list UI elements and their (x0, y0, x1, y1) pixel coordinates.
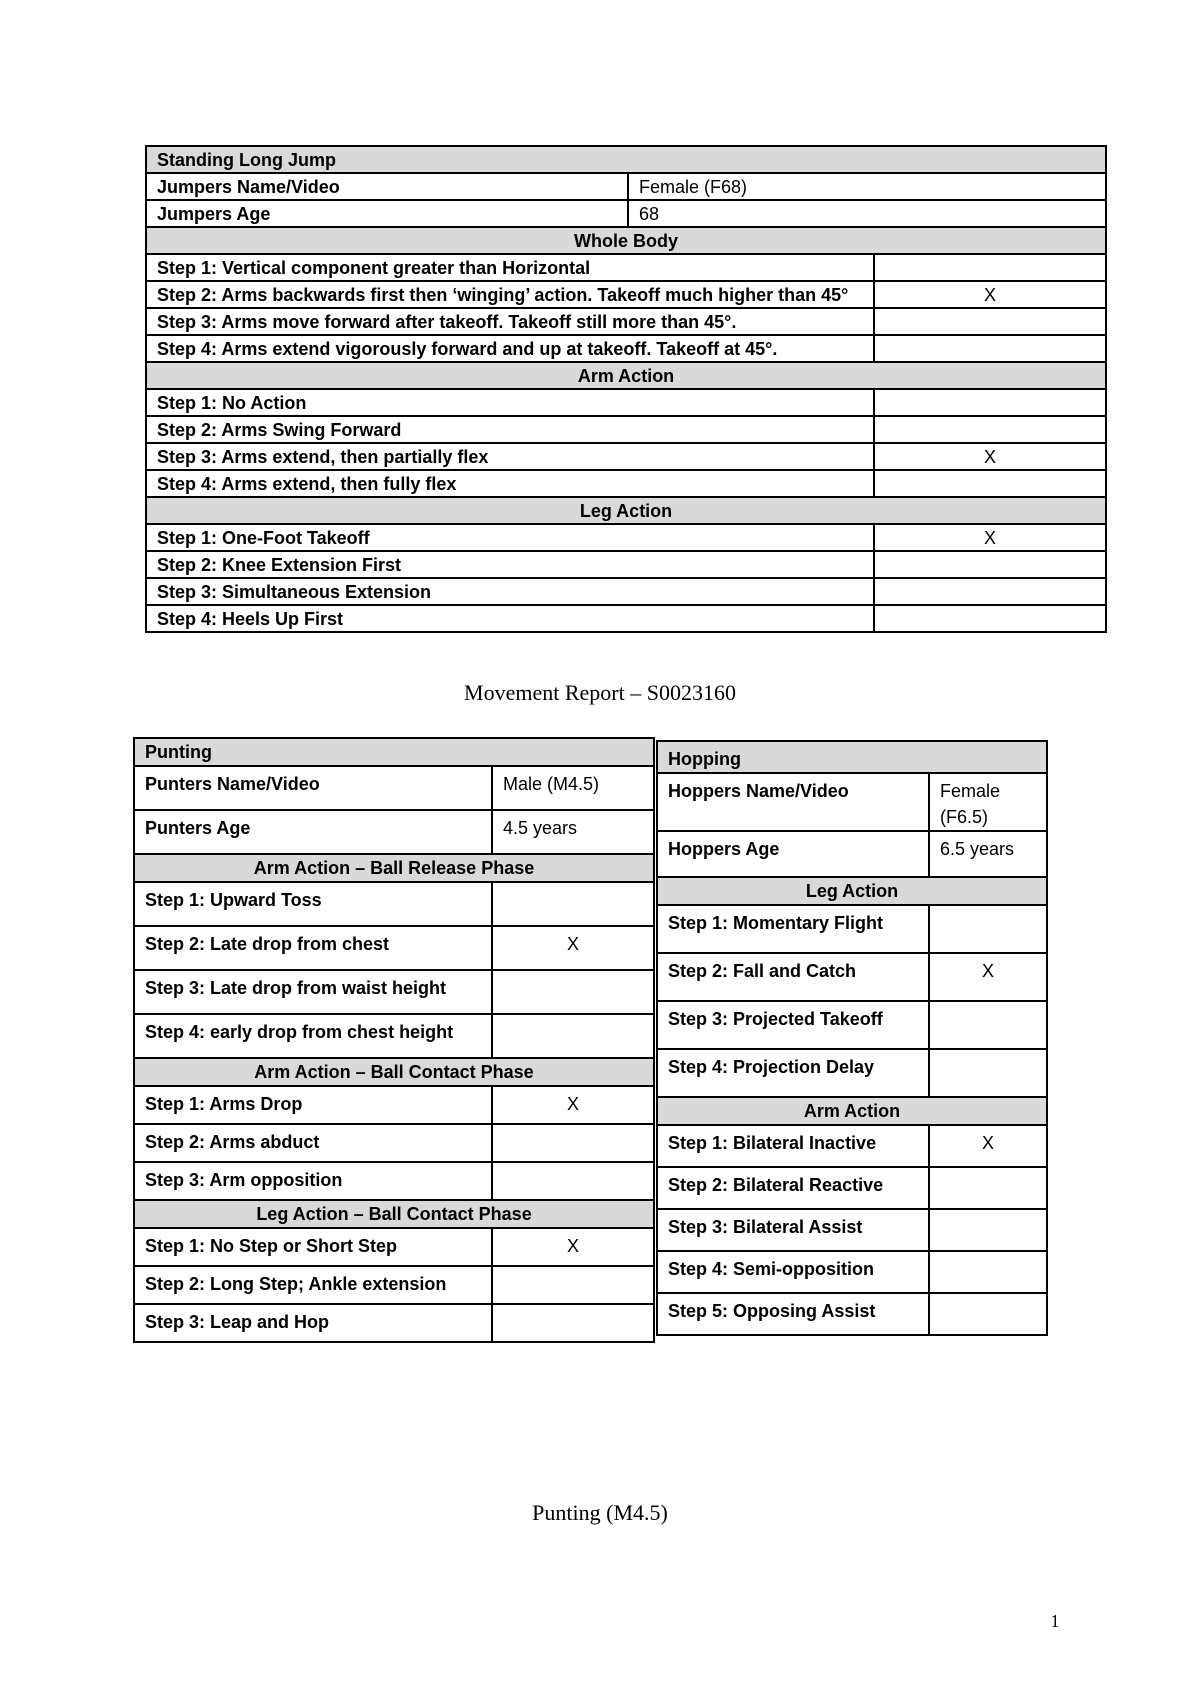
slj-step-mark (874, 389, 1106, 416)
hopping-table (656, 740, 1048, 1336)
hopping-step-row (657, 1209, 1047, 1251)
punting-step-row (134, 882, 654, 926)
punting-step-label: Step 3: Leap and Hop (134, 1304, 492, 1342)
hopping-name-label: Hoppers Name/Video (657, 773, 929, 831)
hopping-step-label: Step 1: Momentary Flight (657, 905, 929, 953)
hopping-step-mark (929, 1209, 1047, 1251)
slj-title: Standing Long Jump (146, 146, 1106, 173)
punting-step-label: Step 4: early drop from chest height (134, 1014, 492, 1058)
hopping-title: Hopping (657, 741, 1047, 773)
hopping-section-header: Leg Action (657, 877, 1047, 905)
slj-step-label: Step 4: Heels Up First (146, 605, 874, 632)
hopping-step-row (657, 1251, 1047, 1293)
punting-step-label: Step 1: Arms Drop (134, 1086, 492, 1124)
hopping-step-label: Step 2: Fall and Catch (657, 953, 929, 1001)
hopping-name-value: Female (F6.5) (929, 773, 1047, 831)
hopping-age-value: 6.5 years (929, 831, 1047, 877)
punting-section-header: Leg Action – Ball Contact Phase (134, 1200, 654, 1228)
slj-name-value: Female (F68) (628, 173, 1106, 200)
standing-long-jump-table (145, 145, 1107, 633)
slj-step-label: Step 4: Arms extend vigorously forward and up at takeoff. Takeoff at 45°. (146, 335, 874, 362)
hopping-step-mark: X (929, 1125, 1047, 1167)
hopping-step-mark (929, 1167, 1047, 1209)
hopping-step-mark: X (929, 953, 1047, 1001)
punting-step-row (134, 1124, 654, 1162)
hopping-step-mark (929, 1049, 1047, 1097)
slj-step-mark (874, 416, 1106, 443)
punting-section-header: Arm Action – Ball Contact Phase (134, 1058, 654, 1086)
punting-step-row (134, 1228, 654, 1266)
punting-table (133, 737, 655, 1343)
slj-step-row (146, 605, 1106, 632)
slj-step-row (146, 389, 1106, 416)
slj-age-label: Jumpers Age (146, 200, 628, 227)
punting-step-label: Step 3: Arm opposition (134, 1162, 492, 1200)
hopping-step-label: Step 4: Semi-opposition (657, 1251, 929, 1293)
punting-step-mark (492, 882, 654, 926)
slj-step-row (146, 254, 1106, 281)
report-caption: Movement Report – S0023160 (464, 680, 736, 705)
slj-step-mark (874, 578, 1106, 605)
punting-step-row (134, 1304, 654, 1342)
hopping-step-mark (929, 1293, 1047, 1335)
slj-step-label: Step 3: Arms move forward after takeoff. Takeoff still more than 45°. (146, 308, 874, 335)
punting-section-header: Arm Action – Ball Release Phase (134, 854, 654, 882)
slj-step-mark (874, 470, 1106, 497)
punting-age-value: 4.5 years (492, 810, 654, 854)
punting-step-mark (492, 970, 654, 1014)
slj-step-label: Step 2: Arms backwards first then ‘winging’ action. Takeoff much higher than 45° (146, 281, 874, 308)
slj-step-label: Step 1: No Action (146, 389, 874, 416)
hopping-step-row (657, 1049, 1047, 1097)
punting-step-row (134, 1014, 654, 1058)
slj-step-mark (874, 335, 1106, 362)
slj-step-mark (874, 605, 1106, 632)
hopping-step-mark (929, 1251, 1047, 1293)
slj-step-row (146, 335, 1106, 362)
slj-section-header: Leg Action (146, 497, 1106, 524)
slj-step-row (146, 524, 1106, 551)
punting-step-mark (492, 1162, 654, 1200)
slj-step-label: Step 1: One-Foot Takeoff (146, 524, 874, 551)
slj-step-row (146, 416, 1106, 443)
page-number: 1 (1050, 1611, 1060, 1631)
slj-step-label: Step 3: Arms extend, then partially flex (146, 443, 874, 470)
punting-step-mark: X (492, 1086, 654, 1124)
slj-step-row (146, 308, 1106, 335)
punting-step-row (134, 926, 654, 970)
punting-caption: Punting (M4.5) (532, 1500, 668, 1525)
hopping-step-label: Step 4: Projection Delay (657, 1049, 929, 1097)
punting-step-label: Step 3: Late drop from waist height (134, 970, 492, 1014)
hopping-step-label: Step 1: Bilateral Inactive (657, 1125, 929, 1167)
punting-title: Punting (134, 738, 654, 766)
punting-step-row (134, 1086, 654, 1124)
slj-step-label: Step 1: Vertical component greater than Horizontal (146, 254, 874, 281)
slj-section-header: Arm Action (146, 362, 1106, 389)
hopping-step-row (657, 905, 1047, 953)
hopping-step-row (657, 1293, 1047, 1335)
slj-step-row (146, 281, 1106, 308)
hopping-step-label: Step 3: Projected Takeoff (657, 1001, 929, 1049)
punting-step-mark (492, 1304, 654, 1342)
punting-step-mark (492, 1266, 654, 1304)
hopping-step-mark (929, 1001, 1047, 1049)
hopping-step-label: Step 2: Bilateral Reactive (657, 1167, 929, 1209)
hopping-step-label: Step 3: Bilateral Assist (657, 1209, 929, 1251)
punting-step-row (134, 1266, 654, 1304)
hopping-step-row (657, 1125, 1047, 1167)
hopping-age-label: Hoppers Age (657, 831, 929, 877)
hopping-section-header: Arm Action (657, 1097, 1047, 1125)
slj-name-label: Jumpers Name/Video (146, 173, 628, 200)
slj-age-value: 68 (628, 200, 1106, 227)
slj-step-mark: X (874, 443, 1106, 470)
punting-step-label: Step 2: Arms abduct (134, 1124, 492, 1162)
slj-section-header: Whole Body (146, 227, 1106, 254)
hopping-step-row (657, 953, 1047, 1001)
slj-step-row (146, 578, 1106, 605)
slj-step-label: Step 3: Simultaneous Extension (146, 578, 874, 605)
punting-step-row (134, 970, 654, 1014)
slj-step-row (146, 551, 1106, 578)
punting-step-row (134, 1162, 654, 1200)
slj-step-label: Step 4: Arms extend, then fully flex (146, 470, 874, 497)
slj-step-mark (874, 551, 1106, 578)
slj-step-mark: X (874, 281, 1106, 308)
punting-step-label: Step 1: Upward Toss (134, 882, 492, 926)
slj-step-mark (874, 254, 1106, 281)
punting-step-mark (492, 1124, 654, 1162)
punting-step-label: Step 1: No Step or Short Step (134, 1228, 492, 1266)
punting-name-value: Male (M4.5) (492, 766, 654, 810)
hopping-step-row (657, 1167, 1047, 1209)
punting-step-mark (492, 1014, 654, 1058)
hopping-step-mark (929, 905, 1047, 953)
punting-step-mark: X (492, 926, 654, 970)
hopping-step-row (657, 1001, 1047, 1049)
slj-step-label: Step 2: Arms Swing Forward (146, 416, 874, 443)
punting-name-label: Punters Name/Video (134, 766, 492, 810)
punting-step-label: Step 2: Long Step; Ankle extension (134, 1266, 492, 1304)
slj-step-mark (874, 308, 1106, 335)
punting-age-label: Punters Age (134, 810, 492, 854)
slj-step-label: Step 2: Knee Extension First (146, 551, 874, 578)
punting-step-mark: X (492, 1228, 654, 1266)
slj-step-row (146, 470, 1106, 497)
slj-step-row (146, 443, 1106, 470)
slj-step-mark: X (874, 524, 1106, 551)
hopping-step-label: Step 5: Opposing Assist (657, 1293, 929, 1335)
punting-step-label: Step 2: Late drop from chest (134, 926, 492, 970)
